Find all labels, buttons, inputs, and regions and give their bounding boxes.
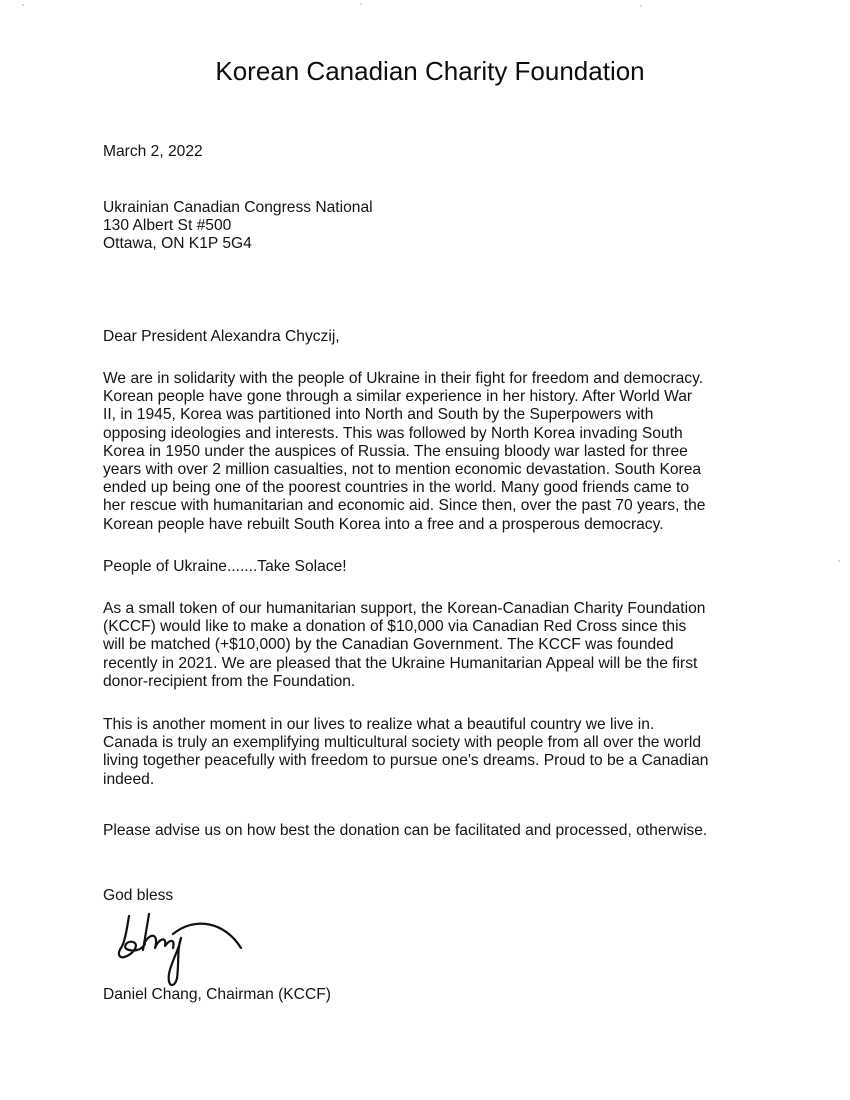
paragraph-solidarity [103,370,783,534]
recipient-street: 130 Albert St #500 [103,217,232,234]
text-line: ended up being one of the poorest countries in the world. Many good friends came to [103,479,690,497]
recipient-address [103,199,373,253]
text-line: will be matched (+$10,000) by the Canadian Government. The KCCF was founded [103,636,674,654]
text-line: This is another moment in our lives to realize what a beautiful country we live in. [103,716,655,733]
text-line: years with over 2 million casualties, not to mention economic devastation. South Korea [103,461,702,479]
text-line: living together peacefully with freedom to pursue one's dreams. Proud to be a Canadian [103,752,709,770]
scan-speck [838,560,840,562]
paragraph-take-solace [103,558,783,576]
salutation: Dear President Alexandra Chyczij, [103,328,340,345]
text-line: indeed. [103,770,155,788]
text-line: recently in 2021. We are pleased that the Ukraine Humanitarian Appeal will be the first [103,654,698,672]
text-line: We are in solidarity with the people of Ukraine in their fight for freedom and democracy. [103,370,704,387]
text-line: II, in 1945, Korea was partitioned into North and South by the Superpowers with [103,406,654,424]
closing: God bless [103,887,174,904]
text-line: Korean people have rebuilt South Korea into a free and a prosperous democracy. [103,515,664,533]
text-line: Korea in 1950 under the auspices of Russia. The ensuing bloody war lasted for three [103,442,688,460]
text-line: opposing ideologies and interests. This was followed by North Korea invading South [103,424,683,442]
recipient-city: Ottawa, ON K1P 5G4 [103,235,252,252]
signer-name: Daniel Chang, Chairman (KCCF) [103,986,331,1003]
paragraph-donation [103,600,783,691]
text-line: Canada is truly an exemplifying multicultural society with people from all over the world [103,734,702,752]
recipient-name: Ukrainian Canadian Congress National [103,199,373,216]
handwritten-signature-icon [115,908,245,988]
text-line: As a small token of our humanitarian support, the Korean-Canadian Charity Foundation [103,600,706,617]
paragraph-canada [103,716,783,789]
letter-date: March 2, 2022 [103,143,203,160]
scan-speck [640,5,642,7]
text-line: Please advise us on how best the donation can be facilitated and processed, otherwise. [103,822,708,839]
scan-speck [22,4,24,6]
paragraph-advise [103,822,783,840]
scan-speck [360,3,362,5]
text-line: (KCCF) would like to make a donation of $10,000 via Canadian Red Cross since this [103,618,687,636]
letterhead-title: Korean Canadian Charity Foundation [215,56,645,86]
text-line: donor-recipient from the Foundation. [103,672,356,690]
text-line: Korean people have gone through a similar experience in her history. After World War [103,388,693,406]
text-line: People of Ukraine.......Take Solace! [103,558,347,575]
text-line: her rescue with humanitarian and economic aid. Since then, over the past 70 years, the [103,497,706,515]
